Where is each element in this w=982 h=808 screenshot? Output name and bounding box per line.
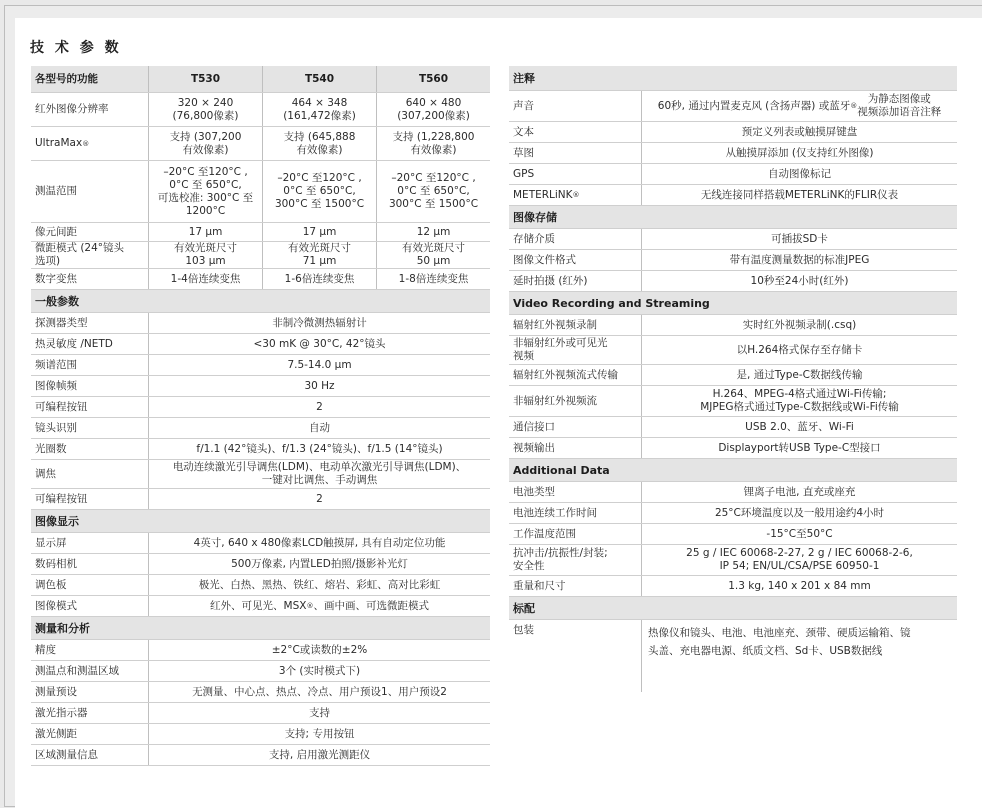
spec-row (509, 229, 957, 250)
model-row (31, 223, 490, 242)
row-label: 视频输出 (513, 441, 555, 454)
header-t530: T530 (148, 66, 262, 92)
header-t560: T560 (376, 66, 490, 92)
model-row (31, 269, 490, 290)
row-value: H.264、MPEG-4格式通过Wi-Fi传输; MJPEG格式通过Type-C数据线或Wi-Fi传输 (641, 386, 957, 416)
spec-row (31, 724, 490, 745)
model-value: 支持 (1,228,800 有效像素) (376, 127, 490, 160)
row-value: 自动图像标记 (641, 164, 957, 184)
row-label: 显示屏 (35, 536, 67, 549)
row-value: 支持; 专用按钮 (148, 724, 490, 744)
row-value: 极光、白热、黑热、铁红、熔岩、彩虹、高对比彩虹 (148, 575, 490, 595)
spec-row (509, 438, 957, 459)
spec-row (509, 576, 957, 597)
row-value: 2 (148, 489, 490, 509)
row-label: 频谱范围 (35, 358, 77, 371)
spec-row (509, 545, 957, 576)
row-label: 热灵敏度 /NETD (35, 337, 113, 350)
row-label: 辐射红外视频录制 (513, 318, 597, 331)
right-spec-table (509, 66, 957, 692)
spec-row (31, 640, 490, 661)
spec-row (509, 122, 957, 143)
row-value: -15°C至50°C (641, 524, 957, 544)
spec-row (31, 460, 490, 489)
spec-row (31, 439, 490, 460)
row-value: 60秒, 通过内置麦克风 (含扬声器) 或蓝牙 ® 为静态图像或 视频添加语音注释 (641, 91, 957, 121)
row-label: 包装 (513, 624, 534, 636)
spec-row (509, 250, 957, 271)
section-title: 测量和分析 (31, 617, 490, 640)
row-value: 自动 (148, 418, 490, 438)
page-title: 技 术 参 数 (30, 40, 122, 56)
section-title: 标配 (509, 597, 957, 620)
section-title: 一般参数 (31, 290, 490, 313)
row-value: USB 2.0、蓝牙、Wi-Fi (641, 417, 957, 437)
spec-row (31, 554, 490, 575)
row-value: 红外、可见光、MSX ® 、画中画、可选微距模式 (148, 596, 490, 616)
row-label: 光圈数 (35, 442, 67, 455)
row-value: 无测量、中心点、热点、冷点、用户预设1、用户预设2 (148, 682, 490, 702)
row-value: 电动连续激光引导调焦(LDM)、电动单次激光引导调焦(LDM)、 一键对比调焦、手动调焦 (148, 460, 490, 488)
row-label: 文本 (513, 125, 534, 138)
row-label: 红外图像分辨率 (35, 103, 109, 115)
row-value: 500万像素, 内置LED拍照/摄影补光灯 (148, 554, 490, 574)
row-value: 预定义列表或触摸屏键盘 (641, 122, 957, 142)
row-value: 30 Hz (148, 376, 490, 396)
model-value: 640 × 480 (307,200像素) (376, 93, 490, 126)
row-value: 锂离子电池, 直充或座充 (641, 482, 957, 502)
model-row (31, 93, 490, 127)
spec-row (31, 596, 490, 617)
spec-row (31, 661, 490, 682)
spec-row (31, 313, 490, 334)
header-feature: 各型号的功能 (35, 72, 98, 85)
row-label: 电池类型 (513, 485, 555, 498)
model-value: 有效光斑尺寸 71 μm (262, 242, 376, 268)
spec-row (31, 745, 490, 766)
header-t540: T540 (262, 66, 376, 92)
spec-row (509, 143, 957, 164)
row-value: 25 g / IEC 60068-2-27, 2 g / IEC 60068-2-6, IP 54; EN/UL/CSA/PSE 60950-1 (641, 545, 957, 575)
model-header-row (31, 66, 490, 93)
row-label: 可编程按钮 (35, 400, 88, 413)
spec-row (509, 164, 957, 185)
row-label: 激光侧距 (35, 727, 77, 740)
spec-row (509, 271, 957, 292)
row-value: 从触摸屏添加 (仅支持红外图像) (641, 143, 957, 163)
model-value: 支持 (645,888 有效像素) (262, 127, 376, 160)
row-value: 10秒至24小时(红外) (641, 271, 957, 291)
row-label: 草图 (513, 146, 534, 159)
row-label: 调色板 (35, 578, 67, 591)
row-label: 像元间距 (35, 225, 77, 238)
spec-row (509, 336, 957, 365)
row-label: 数码相机 (35, 557, 77, 570)
row-label: 辐射红外视频流式传输 (513, 368, 618, 381)
row-value: 支持, 启用激光测距仪 (148, 745, 490, 765)
row-value: 2 (148, 397, 490, 417)
row-value: 可插拔SD卡 (641, 229, 957, 249)
row-value: 4英寸, 640 x 480像素LCD触摸屏, 具有自动定位功能 (148, 533, 490, 553)
spec-row (509, 185, 957, 206)
model-value: 有效光斑尺寸 103 μm (148, 242, 262, 268)
row-value: 7.5-14.0 μm (148, 355, 490, 375)
section-title: Video Recording and Streaming (509, 292, 957, 315)
spec-row (509, 417, 957, 438)
spec-row (31, 489, 490, 510)
row-value: 热像仪和镜头、电池、电池座充、颈带、硬质运输箱、镜 头盖、充电器电源、纸质文档、Sd卡、USB数据线 (641, 620, 957, 692)
row-label: 测温点和测温区域 (35, 664, 119, 677)
model-value: 12 μm (376, 223, 490, 241)
spec-row (509, 524, 957, 545)
spec-row (509, 503, 957, 524)
spec-row (31, 703, 490, 724)
model-row (31, 161, 490, 223)
row-value: 无线连接同样搭载METERLiNK的FLIR仪表 (641, 185, 957, 205)
spec-row (31, 355, 490, 376)
row-value: 非制冷微测热辐射计 (148, 313, 490, 333)
section-title: 注释 (509, 66, 957, 91)
model-value: 320 × 240 (76,800像素) (148, 93, 262, 126)
model-value: 1-8倍连续变焦 (376, 269, 490, 289)
row-label: 延时拍摄 (红外) (513, 274, 588, 287)
row-label: 工作温度范围 (513, 527, 576, 540)
row-value: 是, 通过Type-C数据线传输 (641, 365, 957, 385)
row-label: 图像模式 (35, 599, 77, 612)
row-label: 区域测量信息 (35, 748, 98, 761)
row-label: 测温范围 (35, 185, 77, 197)
spec-row (509, 620, 957, 692)
row-label: 图像帧频 (35, 379, 77, 392)
model-value: –20°C 至120°C , 0°C 至 650°C, 300°C 至 1500°C (376, 161, 490, 222)
row-label: 重量和尺寸 (513, 579, 566, 592)
model-value: –20°C 至120°C , 0°C 至 650°C, 可选校准: 300°C 至 1200°C (148, 161, 262, 222)
row-label: 镜头识别 (35, 421, 77, 434)
section-title: 图像显示 (31, 510, 490, 533)
spec-row (31, 334, 490, 355)
spec-row (509, 91, 957, 122)
spec-row (31, 376, 490, 397)
model-value: 17 μm (148, 223, 262, 241)
spec-row (509, 386, 957, 417)
row-label: 抗冲击/抗振性/封装; 安全性 (513, 547, 608, 572)
model-value: 1-6倍连续变焦 (262, 269, 376, 289)
row-value: <30 mK @ 30°C, 42°镜头 (148, 334, 490, 354)
model-value: –20°C 至120°C , 0°C 至 650°C, 300°C 至 1500°C (262, 161, 376, 222)
row-label: 非辐射红外或可见光 视频 (513, 337, 608, 362)
model-value: 有效光斑尺寸 50 μm (376, 242, 490, 268)
row-label: 可编程按钮 (35, 492, 88, 505)
row-value: Displayport转USB Type-C型接口 (641, 438, 957, 458)
row-value: ±2°C或读数的±2% (148, 640, 490, 660)
row-label: 调焦 (35, 467, 56, 480)
row-label: 测量预设 (35, 685, 77, 698)
row-label: 激光指示器 (35, 706, 88, 719)
row-label: 通信接口 (513, 420, 555, 433)
section-title: 图像存储 (509, 206, 957, 229)
spec-row (509, 482, 957, 503)
row-value: 支持 (148, 703, 490, 723)
row-label: 探测器类型 (35, 316, 88, 329)
model-value: 1-4倍连续变焦 (148, 269, 262, 289)
row-value: 带有温度测量数据的标准JPEG (641, 250, 957, 270)
row-label: METERLiNK ® (513, 188, 580, 201)
row-value: 实时红外视频录制(.csq) (641, 315, 957, 335)
model-value: 17 μm (262, 223, 376, 241)
row-value: 1.3 kg, 140 x 201 x 84 mm (641, 576, 957, 596)
row-label: 数字变焦 (35, 272, 77, 285)
left-spec-table (31, 66, 490, 766)
spec-row (31, 533, 490, 554)
row-value: 25°C环境温度以及一般用途约4小时 (641, 503, 957, 523)
model-row (31, 127, 490, 161)
row-value: f/1.1 (42°镜头)、f/1.3 (24°镜头)、f/1.5 (14°镜头) (148, 439, 490, 459)
spec-row (31, 575, 490, 596)
row-label: UltraMax ® (35, 137, 90, 149)
spec-row (31, 682, 490, 703)
row-value: 以H.264格式保存至存储卡 (641, 336, 957, 364)
row-value: 3个 (实时模式下) (148, 661, 490, 681)
section-title: Additional Data (509, 459, 957, 482)
spec-row (31, 397, 490, 418)
model-value: 464 × 348 (161,472像素) (262, 93, 376, 126)
row-label: 存储介质 (513, 232, 555, 245)
row-label: GPS (513, 167, 535, 180)
row-label: 电池连续工作时间 (513, 506, 597, 519)
spec-row (509, 315, 957, 336)
model-value: 支持 (307,200 有效像素) (148, 127, 262, 160)
spec-row (509, 365, 957, 386)
row-label: 声音 (513, 99, 534, 112)
row-label: 微距模式 (24°镜头 选项) (35, 242, 125, 267)
row-label: 非辐射红外视频流 (513, 394, 597, 407)
spec-row (31, 418, 490, 439)
row-label: 图像文件格式 (513, 253, 576, 266)
model-row (31, 242, 490, 269)
row-label: 精度 (35, 643, 56, 656)
